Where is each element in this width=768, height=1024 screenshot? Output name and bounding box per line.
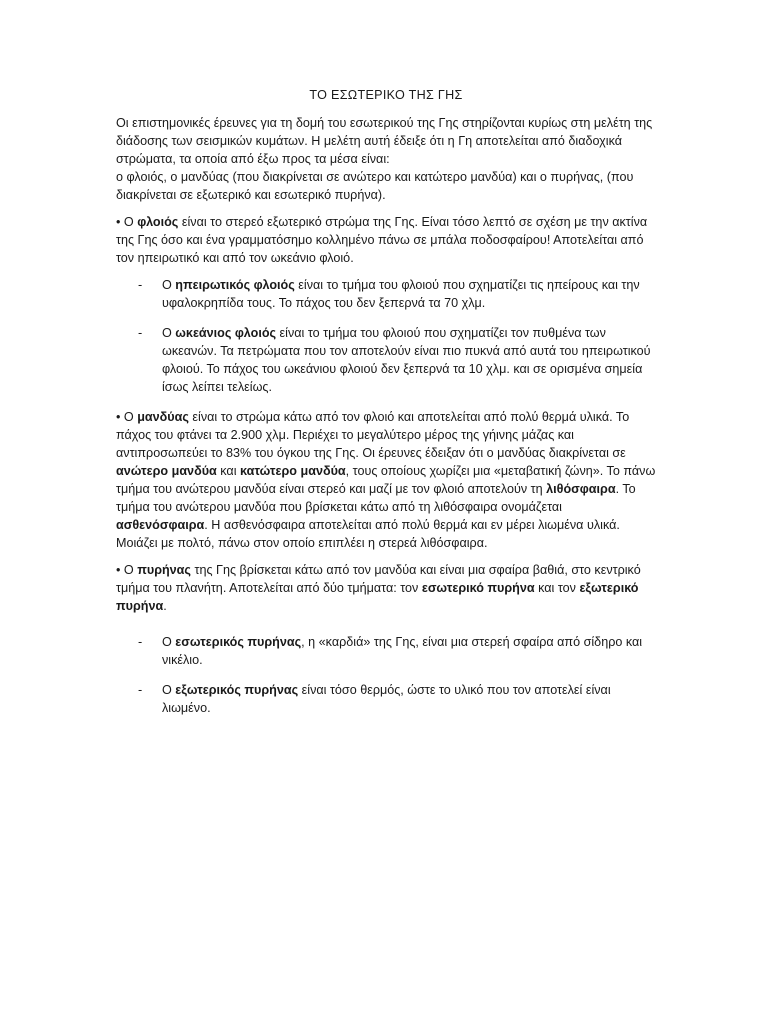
mantle-text-2: και [216, 464, 241, 478]
intro-text: Οι επιστημονικές έρευνες για τη δομή του εσωτερικού της Γης στηρίζονται κυρίως στη μελέτη της διάδοσης των σεισμικών κυμάτων. Η μελέτη αυτή έδειξε ότι η Γη αποτελείται από διαδοχικά στρώματα, τα οποία από έξω προς τα μέσα είναι: [116, 116, 653, 166]
mantle-term: μανδύας [137, 410, 189, 424]
lower-mantle-term: κατώτερο μανδύα [240, 464, 346, 478]
core-pre: Ο [123, 563, 138, 577]
mantle-pre: Ο [123, 410, 138, 424]
mantle-text-5: . Η ασθενόσφαιρα αποτελείται από πολύ θερμά και εν μέρει λιωμένα υλικά. Μοιάζει με πολτό, πάνω στον οποίο επιπλέει η στερεά λιθόσφαιρα. [116, 518, 620, 550]
bullet: • [116, 215, 121, 229]
crust-text: είναι το στερεό εξωτερικό στρώμα της Γης. Είναι τόσο λεπτό σε σχέση με την ακτίνα της Γης όσο και ένα γραμματόσημο κολλημένο πάνω σε μπάλα ποδοσφαίρου! Αποτελείται από τον ηπειρωτικό και από τον ωκεάνιο φλοιό. [116, 215, 648, 265]
inner-core-item-term: εσωτερικός πυρήνας [175, 635, 302, 649]
lithosphere-term: λιθόσφαιρα [546, 482, 616, 496]
bullet: • [116, 410, 121, 424]
core-text-1: της Γης βρίσκεται κάτω από τον μανδύα και είναι μια σφαίρα βαθιά, στο κεντρικό τμήμα του πλανήτη. Αποτελείται από δύο τμήματα: τον [116, 563, 641, 595]
page-title: ΤΟ ΕΣΩΤΕΡΙΚΟ ΤΗΣ ΓΗΣ [309, 88, 463, 102]
item-pre: Ο [162, 635, 176, 649]
dash: - [138, 278, 143, 292]
core-term: πυρήνας [137, 563, 191, 577]
crust-pre: Ο [123, 215, 138, 229]
document-body [116, 86, 656, 729]
list-item-oceanic-crust [116, 324, 656, 396]
dash: - [138, 683, 143, 697]
intro-layers-text: ο φλοιός, ο μανδύας (που διακρίνεται σε ανώτερο και κατώτερο μανδύα) και ο πυρήνας, (που διακρίνεται σε εξωτερικό και εσωτερικό πυρήνα). [116, 170, 634, 202]
intro-paragraph [116, 114, 656, 204]
item-pre: Ο [162, 326, 176, 340]
asthenosphere-term: ασθενόσφαιρα [116, 518, 205, 532]
oceanic-crust-term: ωκεάνιος φλοιός [175, 326, 277, 340]
bullet: • [116, 563, 121, 577]
continental-crust-text: είναι το τμήμα του φλοιού που σχηματίζει τις ηπείρους και την υφαλοκρηπίδα τους. Το πάχος του δεν ξεπερνά τα 70 χλμ. [162, 278, 640, 310]
crust-term: φλοιός [137, 215, 179, 229]
inner-core-item-text: , η «καρδιά» της Γης, είναι μια στερεή σφαίρα από σίδηρο και νικέλιο. [162, 635, 643, 667]
continental-crust-term: ηπειρωτικός φλοιός [175, 278, 295, 292]
list-item-continental-crust [116, 276, 656, 312]
dash: - [138, 326, 143, 340]
mantle-text-3: , τους οποίους χωρίζει μια «μεταβατική ζώνη». Το πάνω τμήμα του ανώτερου μανδύα είναι στερεό και μαζί με τον φλοιό αποτελούν τη [116, 464, 656, 496]
item-pre: Ο [162, 683, 176, 697]
core-text-2: και τον [534, 581, 580, 595]
outer-core-item-text: είναι τόσο θερμός, ώστε το υλικό που τον αποτελεί είναι λιωμένο. [162, 683, 611, 715]
list-item-outer-core [116, 681, 656, 717]
outer-core-term: εξωτερικό πυρήνα [116, 581, 639, 613]
mantle-paragraph [116, 408, 656, 552]
mantle-text-1: είναι το στρώμα κάτω από τον φλοιό και αποτελείται από πολύ θερμά υλικά. Το πάχος του φτάνει τα 2.900 χλμ. Περιέχει το μεγαλύτερο μέρος της γήινης μάζας και αντιπροσωπεύει το 83% του όγκου της Γης. Οι έρευνες έδειξαν ότι ο μανδύας διακρίνεται σε [116, 410, 630, 460]
upper-mantle-term: ανώτερο μανδύα [116, 464, 217, 478]
crust-paragraph [116, 213, 656, 267]
core-paragraph [116, 561, 656, 615]
core-text-3: . [163, 599, 167, 613]
inner-core-term: εσωτερικό πυρήνα [421, 581, 535, 595]
mantle-text-4: . Το τμήμα του ανώτερου μανδύα που βρίσκεται κάτω από τη λιθόσφαιρα ονομάζεται [116, 482, 636, 514]
list-item-inner-core [116, 633, 656, 669]
oceanic-crust-text: είναι το τμήμα του φλοιού που σχηματίζει τον πυθμένα των ωκεανών. Τα πετρώματα που τον αποτελούν είναι πιο πυκνά από αυτά του ηπειρωτικού φλοιού. Το πάχος του ωκεάνιου φλοιού δεν ξεπερνά τα 10 χλμ. και σε ορισμένα σημεία ίσως λείπει τελείως. [162, 326, 651, 394]
outer-core-item-term: εξωτερικός πυρήνας [175, 683, 299, 697]
dash: - [138, 635, 143, 649]
item-pre: Ο [162, 278, 176, 292]
